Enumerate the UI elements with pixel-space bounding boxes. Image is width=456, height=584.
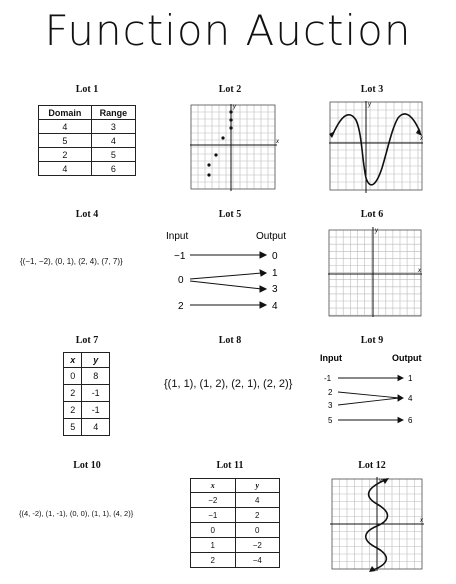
table-header: y (235, 479, 280, 493)
input-value: -1 (324, 374, 332, 383)
lot-11-table (190, 478, 280, 568)
graph-point (207, 173, 210, 176)
lot-2-graph (186, 100, 281, 195)
output-value: 1 (272, 268, 278, 279)
table-cell: 0 (191, 523, 236, 538)
graph-point (207, 163, 210, 166)
lot-3-graph (326, 98, 426, 196)
table-cell: 4 (91, 134, 135, 148)
table-cell: 5 (91, 148, 135, 162)
lot-2-label: Lot 2 (218, 84, 242, 95)
mapping-arrow (338, 398, 399, 405)
lot-11-label: Lot 11 (216, 460, 244, 471)
lot-3-label: Lot 3 (360, 84, 384, 95)
input-value: 5 (328, 416, 333, 425)
lot-12-graph (327, 474, 427, 574)
mapping-arrow (338, 392, 399, 398)
input-value: −1 (174, 251, 186, 262)
input-value: 2 (178, 301, 184, 312)
lot-4-label: Lot 4 (75, 209, 99, 220)
table-cell: −2 (235, 538, 280, 553)
table-cell: 2 (191, 553, 236, 568)
y-axis-label: y (379, 478, 382, 484)
input-value: 0 (178, 275, 184, 286)
output-value: 0 (272, 251, 278, 262)
input-value: 3 (328, 401, 333, 410)
table-header: x (64, 353, 82, 368)
lot-12-label: Lot 12 (358, 460, 386, 471)
output-value: 4 (272, 301, 278, 312)
output-value: 6 (408, 416, 413, 425)
x-axis-label: x (276, 139, 279, 145)
lot-8-label: Lot 8 (218, 335, 242, 346)
table-cell: 0 (64, 368, 82, 385)
table-cell: 5 (64, 419, 82, 436)
lot-5-mapping (160, 228, 300, 318)
x-axis-label: x (420, 136, 423, 142)
lot-9-mapping (318, 351, 436, 431)
lot-1-table (38, 105, 136, 176)
table-cell: 2 (64, 385, 82, 402)
table-cell: 2 (235, 508, 280, 523)
table-cell: −2 (191, 493, 236, 508)
table-cell: 4 (235, 493, 280, 508)
mapping-arrow (190, 281, 262, 289)
table-header: y (82, 353, 110, 368)
graph-point (229, 126, 232, 129)
table-cell: −1 (191, 508, 236, 523)
y-axis-label: y (233, 104, 236, 110)
table-header: x (191, 479, 236, 493)
lot-5-label: Lot 5 (218, 209, 242, 220)
y-axis-label: y (375, 228, 378, 234)
table-header: Range (91, 106, 135, 120)
lot-7-label: Lot 7 (75, 335, 99, 346)
table-cell: -1 (82, 385, 110, 402)
lot-4-set: {(−1, −2), (0, 1), (2, 4), (7, 7)} (20, 257, 123, 266)
input-heading: Input (320, 353, 342, 363)
table-cell: 5 (39, 134, 92, 148)
table-cell: 4 (39, 120, 92, 134)
table-cell: 4 (82, 419, 110, 436)
table-cell: 4 (39, 162, 92, 176)
lot-6-label: Lot 6 (360, 209, 384, 220)
page-title: Function Auction (44, 6, 412, 55)
table-cell: 0 (235, 523, 280, 538)
table-cell: −4 (235, 553, 280, 568)
x-axis-label: x (418, 268, 421, 274)
graph-point (229, 110, 232, 113)
lot-8-set: {(1, 1), (1, 2), (2, 1), (2, 2)} (164, 378, 293, 390)
lot-10-set: {(4, -2), (1, -1), (0, 0), (1, 1), (4, 2)} (19, 509, 134, 518)
graph-point (214, 153, 217, 156)
table-cell: 8 (82, 368, 110, 385)
lot-6-graph (325, 224, 425, 320)
lot-9-label: Lot 9 (360, 335, 384, 346)
output-value: 1 (408, 374, 413, 383)
y-axis-label: y (368, 102, 371, 108)
lot-1-label: Lot 1 (75, 84, 99, 95)
lot-7-table (63, 352, 110, 436)
mapping-arrow (190, 273, 262, 279)
input-value: 2 (328, 388, 333, 397)
table-header: Domain (39, 106, 92, 120)
x-axis-label: x (420, 518, 423, 524)
table-cell: 1 (191, 538, 236, 553)
input-heading: Input (166, 231, 189, 242)
table-cell: 6 (91, 162, 135, 176)
output-value: 4 (408, 394, 413, 403)
graph-point (229, 118, 232, 121)
table-cell: 2 (39, 148, 92, 162)
output-heading: Output (256, 231, 287, 242)
graph-point (221, 136, 224, 139)
arrow-icon (416, 128, 422, 136)
output-value: 3 (272, 284, 278, 295)
lot-10-label: Lot 10 (73, 460, 101, 471)
output-heading: Output (392, 353, 422, 363)
table-cell: -1 (82, 402, 110, 419)
table-cell: 3 (91, 120, 135, 134)
table-cell: 2 (64, 402, 82, 419)
